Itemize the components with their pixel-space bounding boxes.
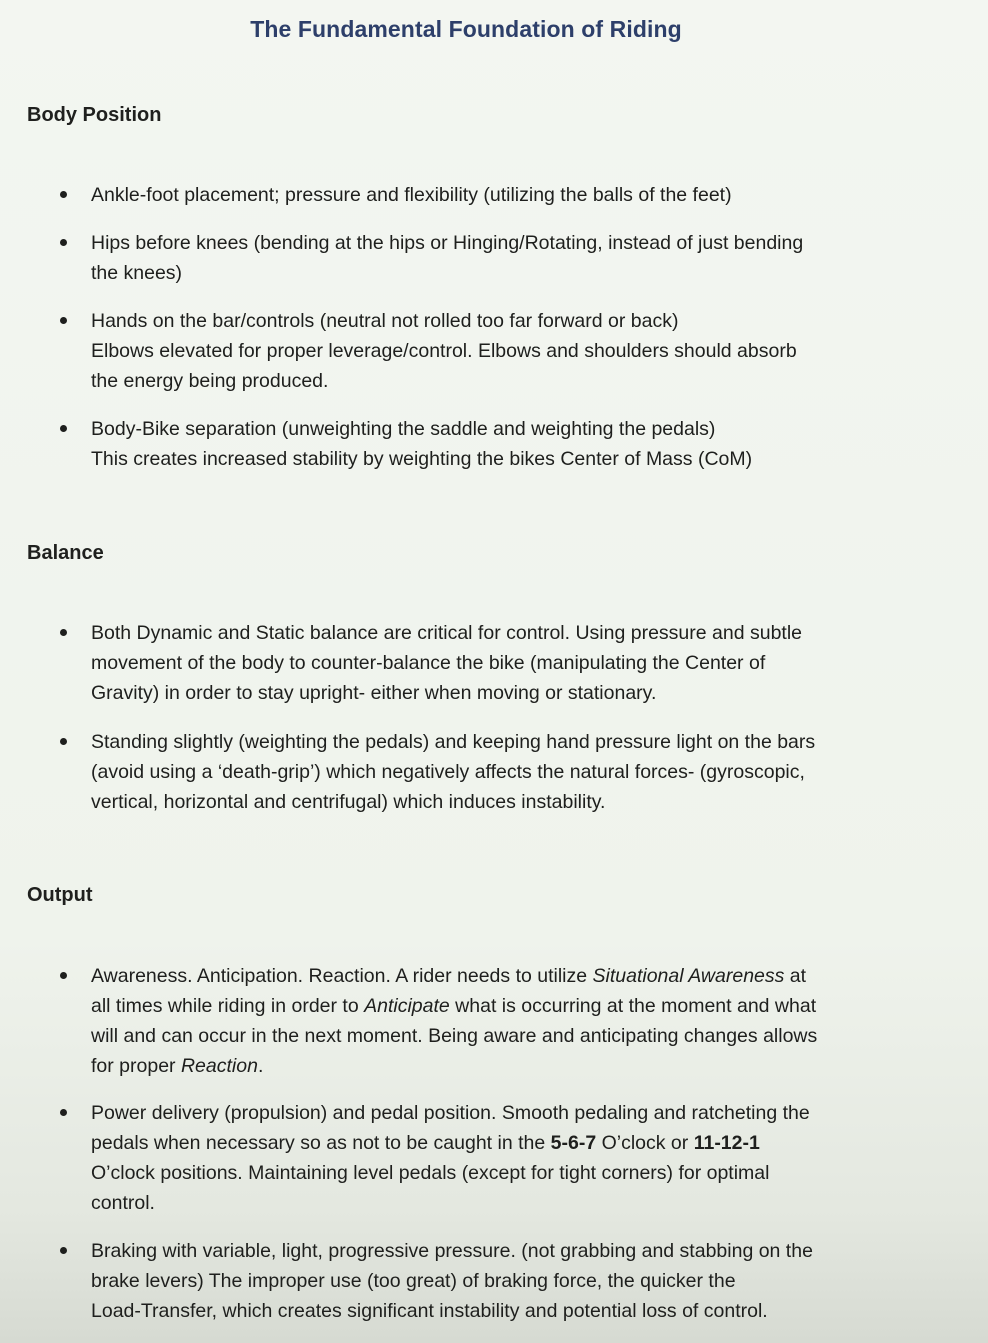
item-line: the knees) [91,262,183,284]
section-heading-output: Output [27,884,93,906]
item-line: (avoid using a ‘death-grip’) which negatively affects the natural forces- (gyroscopic, [91,761,805,783]
item-line: Elbows elevated for proper leverage/control. Elbows and shoulders should absorb [91,340,797,362]
item-line: Hands on the bar/controls (neutral not rolled too far forward or back) [91,310,679,332]
bullet-icon [60,1247,67,1254]
item-line: control. [91,1192,155,1214]
section-heading-balance: Balance [27,542,104,564]
bullet-icon [60,972,67,979]
item-line: O’clock positions. Maintaining level pedals (except for tight corners) for optimal [91,1162,770,1184]
item-line: Load-Transfer, which creates significant instability and potential loss of control. [91,1300,768,1322]
item-line: will and can occur in the next moment. Being aware and anticipating changes allows [91,1025,818,1047]
bullet-icon [60,1109,67,1116]
bullet-icon [60,239,67,246]
item-line: Gravity) in order to stay upright- either when moving or stationary. [91,682,657,704]
bullet-icon [60,629,67,636]
item-line: Both Dynamic and Static balance are critical for control. Using pressure and subtle [91,622,803,644]
item-line: vertical, horizontal and centrifugal) which induces instability. [91,791,606,813]
item-line: pedals when necessary so as not to be caught in the 5-6-7 O’clock or 11-12-1 [91,1132,760,1154]
item-line: Ankle-foot placement; pressure and flexibility (utilizing the balls of the feet) [91,184,732,206]
bullet-icon [60,425,67,432]
item-line: brake levers) The improper use (too great) of braking force, the quicker the [91,1270,736,1292]
item-line: the energy being produced. [91,370,329,392]
item-line: Awareness. Anticipation. Reaction. A rider needs to utilize Situational Awareness at [91,965,807,987]
item-line: movement of the body to counter-balance the bike (manipulating the Center of [91,652,766,674]
item-line: Standing slightly (weighting the pedals) and keeping hand pressure light on the bars [91,731,816,753]
bullet-icon [60,738,67,745]
item-line: for proper Reaction. [91,1055,264,1077]
item-line: Body-Bike separation (unweighting the saddle and weighting the pedals) [91,418,716,440]
bullet-icon [60,317,67,324]
item-line: Power delivery (propulsion) and pedal position. Smooth pedaling and ratcheting the [91,1102,810,1124]
item-line: all times while riding in order to Anticipate what is occurring at the moment and what [91,995,817,1017]
document-title: The Fundamental Foundation of Riding [250,16,682,42]
section-heading-body-position: Body Position [27,104,162,126]
item-line: Hips before knees (bending at the hips or Hinging/Rotating, instead of just bending [91,232,804,254]
bullet-icon [60,191,67,198]
item-line: This creates increased stability by weighting the bikes Center of Mass (CoM) [91,448,753,470]
item-line: Braking with variable, light, progressive pressure. (not grabbing and stabbing on the [91,1240,813,1262]
